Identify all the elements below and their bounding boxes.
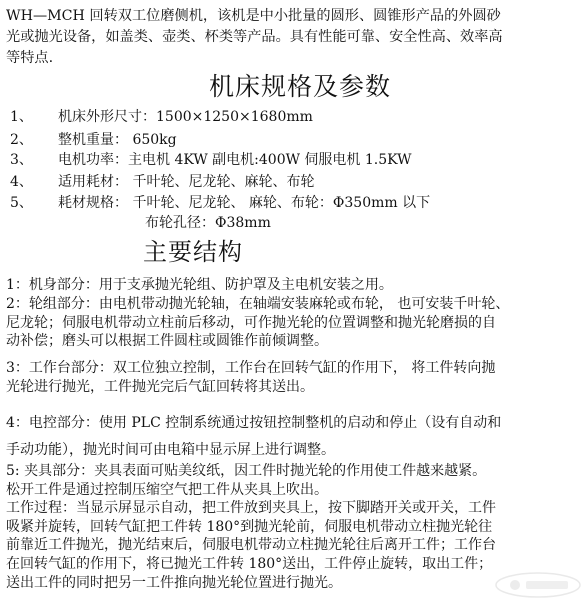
section-line: 3：工作台部分：双工位独立控制，工作台在回转气缸的作用下， 将工件转向抛 — [6, 360, 496, 376]
spec-text: 电机功率：主电机 4KW 副电机:400W 伺服电机 1.5KW — [58, 152, 412, 168]
section-line: 送出工件的同时把另一工件推向抛光轮位置进行抛光。 — [6, 574, 342, 591]
section-line: 松开工件是通过控制压缩空气把工件从夹具上吹出。 — [6, 481, 328, 498]
section-line: 在回转气缸的作用下，将已抛光工件转 180°送出，工件停止旋转，取出工件； — [6, 555, 493, 572]
spec-text: 适用耗材： 千叶轮、尼龙轮、麻轮、布轮 — [58, 174, 315, 190]
spec-text: 布轮孔径：Φ38mm — [145, 215, 271, 231]
spec-number: 1、 — [10, 109, 33, 125]
section-line: 手动功能），抛光时间可由电箱中显示屏上进行调整。 — [6, 442, 335, 458]
spec-number: 2、 — [10, 132, 33, 148]
section-line: 工作过程：当显示屏显示自动，把工件放到夹具上，按下脚踏开关或开关，工件 — [6, 500, 496, 517]
section-line: 尼龙轮；伺服电机带动立柱前后移动，可作抛光轮的位置调整和抛光轮磨损的自 — [6, 314, 496, 331]
spec-number: 5、 — [10, 195, 33, 211]
spec-text: 机床外形尺寸：1500×1250×1680mm — [58, 109, 313, 125]
specs-heading: 机床规格及参数 — [209, 72, 392, 101]
spec-text: 耗材规格： 千叶轮、尼龙轮、 麻轮、布轮：Φ350mm 以下 — [58, 195, 431, 211]
intro-paragraph — [6, 6, 578, 69]
section-wheel-group — [6, 295, 578, 351]
section-line: 吸紧并旋转，回转气缸把工件转 180°到抛光轮前，伺服电机带动立柱抛光轮往 — [6, 518, 493, 535]
section-line: 5: 夹具部分：夹具表面可贴美纹纸，因工件时抛光轮的作用使工件越来越紧。 — [6, 463, 487, 479]
spec-text: 整机重量： 650kg — [58, 132, 177, 148]
spec-number: 3、 — [10, 152, 33, 168]
intro-line: WH—MCH 回转双工位磨侧机，该机是中小批量的圆形、圆锥形产品的外圆砂 — [6, 8, 501, 24]
section-line: 动补偿；磨头可以根据工件圆柱或圆锥作前倾调整。 — [6, 333, 328, 350]
spec-number: 4、 — [10, 174, 33, 190]
intro-line: 等特点. — [6, 50, 54, 66]
section-line: 4：电控部分：使用 PLC 控制系统通过按钮控制整机的启动和停止（设有自动和 — [6, 415, 502, 431]
structure-heading: 主要结构 — [143, 238, 243, 266]
section-line: 1：机身部分：用于支承抛光轮组、防护罩及主电机安装之用。 — [6, 277, 393, 293]
section-electric-control — [6, 410, 578, 464]
intro-line: 光或抛光设备，如盖类、壶类、杯类等产品。具有性能可靠、安全性高、效率高 — [6, 29, 503, 45]
section-line: 前靠近工件抛光，抛光结束后，伺服电机带动立柱抛光轮往后离开工件；工作台 — [6, 537, 496, 554]
watermark-logo-icon — [493, 570, 583, 600]
section-line: 2：轮组部分：由电机带动抛光轮轴，在轴端安装麻轮或布轮， 也可安装千叶轮、 — [6, 296, 510, 312]
section-worktable — [6, 359, 578, 396]
section-line: 光轮进行抛光，工件抛光完后气缸回转将其送出。 — [6, 378, 314, 395]
section-body-frame — [6, 276, 578, 295]
